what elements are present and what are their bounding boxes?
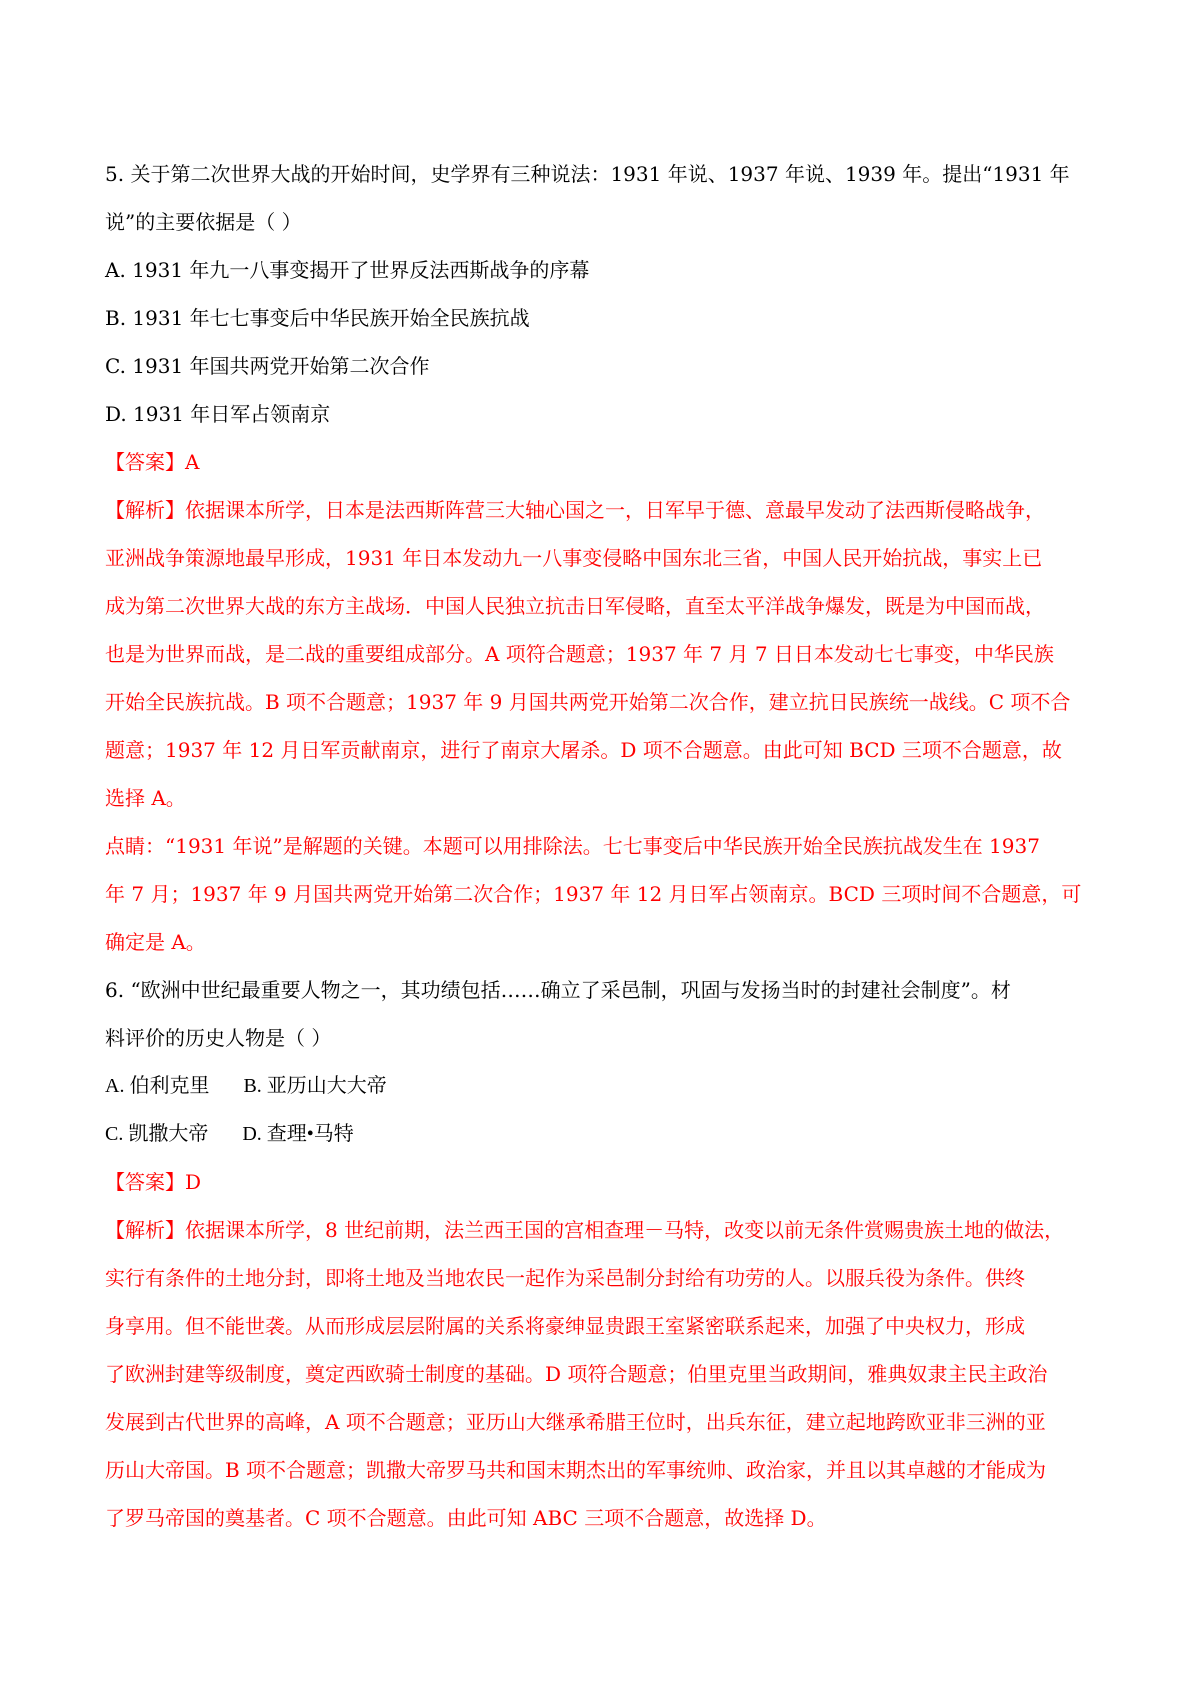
q6-analysis-line-2: 实行有条件的土地分封，即将土地及当地农民一起作为采邑制分封给有功劳的人。以服兵役为条件。供终 — [105, 1266, 1025, 1290]
q6-options-row-1 — [105, 1062, 1095, 1110]
q5-answer: 【答案】A — [105, 450, 200, 474]
q6-option-b: B. 亚历山大大帝 — [243, 1075, 387, 1097]
q5-analysis-line-2: 亚洲战争策源地最早形成，1931 年日本发动九一八事变侵略中国东北三省，中国人民开始抗战，事实上已 — [105, 546, 1043, 570]
q6-analysis-line-5: 发展到古代世界的高峰，A 项不合题意；亚历山大继承希腊王位时，出兵东征，建立起地跨欧亚非三洲的亚 — [105, 1410, 1046, 1434]
q5-analysis-line-5: 开始全民族抗战。B 项不合题意；1937 年 9 月国共两党开始第二次合作，建立抗日民族统一战线。C 项不合 — [105, 690, 1071, 714]
q5-tip-line-2: 年 7 月；1937 年 9 月国共两党开始第二次合作；1937 年 12 月日军占领南京。BCD 三项时间不合题意，可 — [105, 882, 1082, 906]
q6-stem-line-1: 6. “欧洲中世纪最重要人物之一，其功绩包括……确立了采邑制，巩固与发扬当时的封建社会制度”。材 — [105, 978, 1011, 1002]
q5-option-b: B. 1931 年七七事变后中华民族开始全民族抗战 — [105, 306, 530, 330]
q5-tip-line-3: 确定是 A。 — [105, 930, 206, 954]
q5-analysis-line-7: 选择 A。 — [105, 786, 186, 810]
q5-tip-line-1: 点睛：“1931 年说”是解题的关键。本题可以用排除法。七七事变后中华民族开始全民族抗战发生在 1937 — [105, 834, 1040, 858]
q5-stem-line-1: 5. 关于第二次世界大战的开始时间，史学界有三种说法：1931 年说、1937 年说、1939 年。提出“1931 年 — [105, 162, 1070, 186]
q5-analysis-line-4: 也是为世界而战，是二战的重要组成部分。A 项符合题意；1937 年 7 月 7 日日本发动七七事变，中华民族 — [105, 642, 1054, 666]
q5-analysis-line-3: 成为第二次世界大战的东方主战场．中国人民独立抗击日军侵略，直至太平洋战争爆发，既是为中国而战， — [105, 594, 1045, 618]
q6-analysis-line-1: 【解析】依据课本所学，8 世纪前期，法兰西王国的宫相查理－马特，改变以前无条件赏赐贵族土地的做法， — [105, 1218, 1065, 1242]
q5-option-a: A. 1931 年九一八事变揭开了世界反法西斯战争的序幕 — [105, 258, 590, 282]
q6-analysis-line-3: 身享用。但不能世袭。从而形成层层附属的关系将豪绅显贵跟王室紧密联系起来，加强了中央权力，形成 — [105, 1314, 1025, 1338]
q5-option-c: C. 1931 年国共两党开始第二次合作 — [105, 354, 430, 378]
q6-analysis-line-4: 了欧洲封建等级制度，奠定西欧骑士制度的基础。D 项符合题意；伯里克里当政期间，雅典奴隶主民主政治 — [105, 1362, 1048, 1386]
q5-analysis-line-1: 【解析】依据课本所学，日本是法西斯阵营三大轴心国之一，日军早于德、意最早发动了法西斯侵略战争， — [105, 498, 1045, 522]
q6-option-d: D. 查理•马特 — [242, 1123, 354, 1145]
q6-answer: 【答案】D — [105, 1170, 202, 1194]
q5-option-d: D. 1931 年日军占领南京 — [105, 402, 331, 426]
q6-analysis-line-6: 历山大帝国。B 项不合题意；凯撒大帝罗马共和国末期杰出的军事统帅、政治家，并且以其卓越的才能成为 — [105, 1458, 1047, 1482]
q5-stem-line-2: 说”的主要依据是（ ） — [105, 210, 302, 234]
q5-analysis-line-6: 题意；1937 年 12 月日军贡献南京，进行了南京大屠杀。D 项不合题意。由此可知 BCD 三项不合题意，故 — [105, 738, 1062, 762]
q6-option-c: C. 凯撒大帝 — [105, 1123, 209, 1145]
q6-stem-line-2: 料评价的历史人物是（ ） — [105, 1026, 332, 1050]
q6-option-a: A. 伯利克里 — [105, 1075, 210, 1097]
q6-analysis-line-7: 了罗马帝国的奠基者。C 项不合题意。由此可知 ABC 三项不合题意，故选择 D。 — [105, 1506, 827, 1530]
document-page — [105, 150, 1095, 1542]
q6-options-row-2 — [105, 1110, 1095, 1158]
